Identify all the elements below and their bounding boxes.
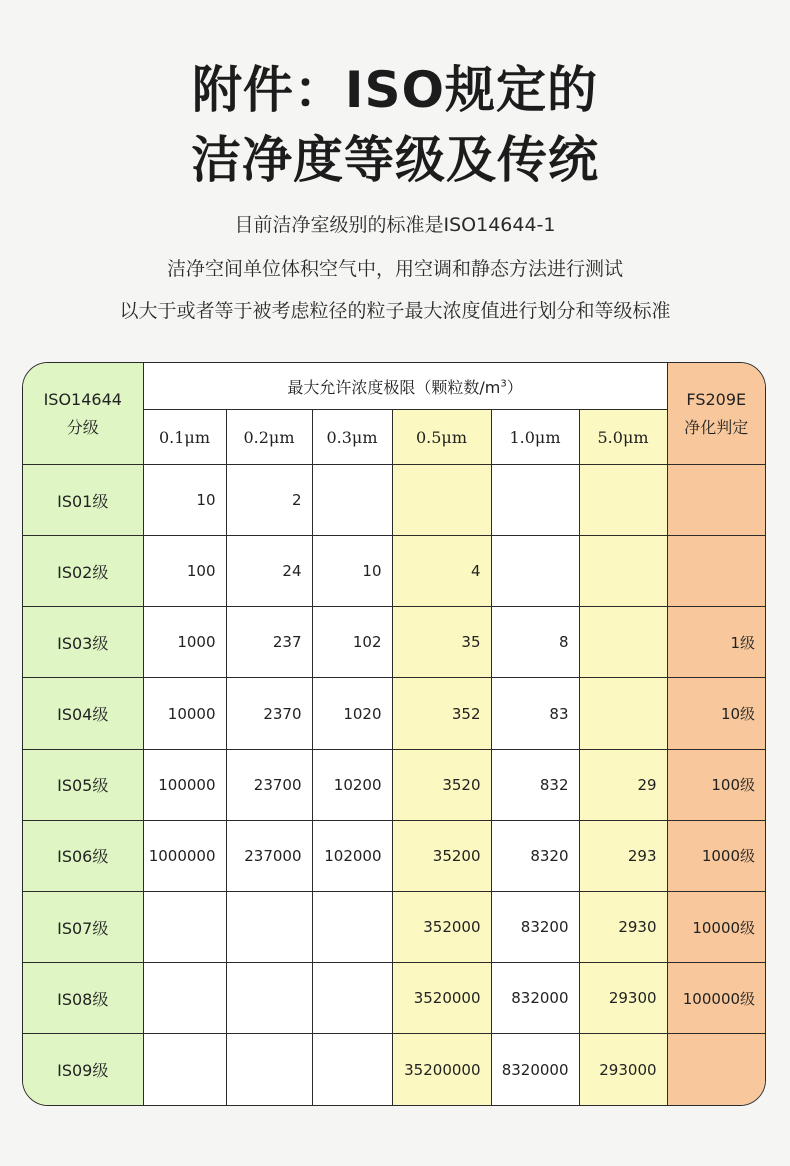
iso-class-label: IS06级	[23, 820, 143, 891]
iso-class-label: IS01级	[23, 465, 143, 536]
table-cell	[226, 963, 312, 1034]
unit-superscript: 3	[500, 378, 507, 390]
table-row	[23, 1034, 765, 1105]
table-cell	[143, 963, 226, 1034]
fs209e-cell	[667, 1034, 765, 1105]
fs209e-header	[667, 363, 765, 465]
table-cell	[579, 465, 667, 536]
table-cell: 10200	[312, 749, 392, 820]
table-row	[23, 820, 765, 891]
iso-class-label: IS07级	[23, 891, 143, 962]
particle-size-header: 0.3μm	[312, 410, 392, 465]
page-title-line-2: 洁净度等级及传统	[191, 131, 599, 189]
table-cell: 8	[491, 607, 579, 678]
table-row	[23, 607, 765, 678]
table-row	[23, 678, 765, 749]
max-concentration-close: ）	[506, 377, 523, 397]
particle-size-header: 0.1μm	[143, 410, 226, 465]
table-cell	[312, 963, 392, 1034]
table-cell: 2	[226, 465, 312, 536]
table-cell: 24	[226, 536, 312, 607]
subtitle-2: 洁净空间单位体积空气中，用空调和静态方法进行测试	[166, 258, 623, 280]
table-cell: 35	[392, 607, 491, 678]
table-cell: 102000	[312, 820, 392, 891]
iso-class-label: IS05级	[23, 749, 143, 820]
table-cell: 10	[143, 465, 226, 536]
page-title-line-1: 附件：ISO规定的	[191, 61, 599, 119]
table-cell	[312, 465, 392, 536]
fs209e-header-line-1: FS209E	[686, 389, 747, 409]
table-cell	[579, 607, 667, 678]
fs209e-cell: 100级	[667, 749, 765, 820]
table-cell: 29	[579, 749, 667, 820]
table-cell	[392, 465, 491, 536]
table-cell	[312, 891, 392, 962]
table-cell	[491, 465, 579, 536]
table-cell: 23700	[226, 749, 312, 820]
iso-class-label: IS09级	[23, 1034, 143, 1105]
max-concentration-header	[143, 363, 667, 410]
table-cell: 4	[392, 536, 491, 607]
table-cell: 2370	[226, 678, 312, 749]
particle-size-header: 0.2μm	[226, 410, 312, 465]
cleanliness-class-table	[22, 362, 766, 1106]
table-cell: 8320	[491, 820, 579, 891]
fs209e-cell: 10000级	[667, 891, 765, 962]
table-cell	[579, 536, 667, 607]
iso-class-header	[23, 363, 143, 465]
iso-class-header-line-2: 分级	[66, 417, 99, 437]
fs209e-header-line-2: 净化判定	[684, 417, 749, 437]
table-cell: 100	[143, 536, 226, 607]
table-cell: 10	[312, 536, 392, 607]
table-row	[23, 536, 765, 607]
table-cell	[226, 1034, 312, 1105]
iso-class-label: IS02级	[23, 536, 143, 607]
fs209e-cell: 1000级	[667, 820, 765, 891]
iso-class-header-line-1: ISO14644	[43, 389, 122, 409]
fs209e-cell	[667, 536, 765, 607]
table-cell: 832000	[491, 963, 579, 1034]
fs209e-cell: 10级	[667, 678, 765, 749]
max-concentration-label: 最大允许浓度极限（颗粒数/m	[287, 377, 501, 397]
table-cell: 352	[392, 678, 491, 749]
table-cell: 237	[226, 607, 312, 678]
table-cell	[579, 678, 667, 749]
table-cell: 237000	[226, 820, 312, 891]
table-cell: 100000	[143, 749, 226, 820]
table-cell: 83200	[491, 891, 579, 962]
table-cell: 8320000	[491, 1034, 579, 1105]
table-cell	[312, 1034, 392, 1105]
table-cell: 3520000	[392, 963, 491, 1034]
table-cell: 83	[491, 678, 579, 749]
iso-class-label: IS03级	[23, 607, 143, 678]
table-cell: 1000	[143, 607, 226, 678]
table-cell	[226, 891, 312, 962]
subtitle-1: 目前洁净室级别的标准是ISO14644-1	[234, 214, 556, 236]
table-cell: 832	[491, 749, 579, 820]
table-cell: 2930	[579, 891, 667, 962]
table-cell: 10000	[143, 678, 226, 749]
table-row	[23, 891, 765, 962]
fs209e-cell: 1级	[667, 607, 765, 678]
table-cell: 1020	[312, 678, 392, 749]
table-cell	[143, 891, 226, 962]
table-cell: 293	[579, 820, 667, 891]
particle-size-header: 0.5μm	[392, 410, 491, 465]
table-cell: 29300	[579, 963, 667, 1034]
table-cell: 102	[312, 607, 392, 678]
table-cell: 352000	[392, 891, 491, 962]
particle-size-header: 1.0μm	[491, 410, 579, 465]
table-cell: 293000	[579, 1034, 667, 1105]
fs209e-cell	[667, 465, 765, 536]
table-row	[23, 963, 765, 1034]
subtitle-3: 以大于或者等于被考虑粒径的粒子最大浓度值进行划分和等级标准	[119, 300, 671, 322]
table-row	[23, 465, 765, 536]
table-cell: 35200	[392, 820, 491, 891]
table-row	[23, 749, 765, 820]
table-cell: 35200000	[392, 1034, 491, 1105]
table-cell	[491, 536, 579, 607]
iso-class-label: IS08级	[23, 963, 143, 1034]
table-cell	[143, 1034, 226, 1105]
iso-class-label: IS04级	[23, 678, 143, 749]
fs209e-cell: 100000级	[667, 963, 765, 1034]
table-cell: 3520	[392, 749, 491, 820]
table-cell: 1000000	[143, 820, 226, 891]
particle-size-header: 5.0μm	[579, 410, 667, 465]
